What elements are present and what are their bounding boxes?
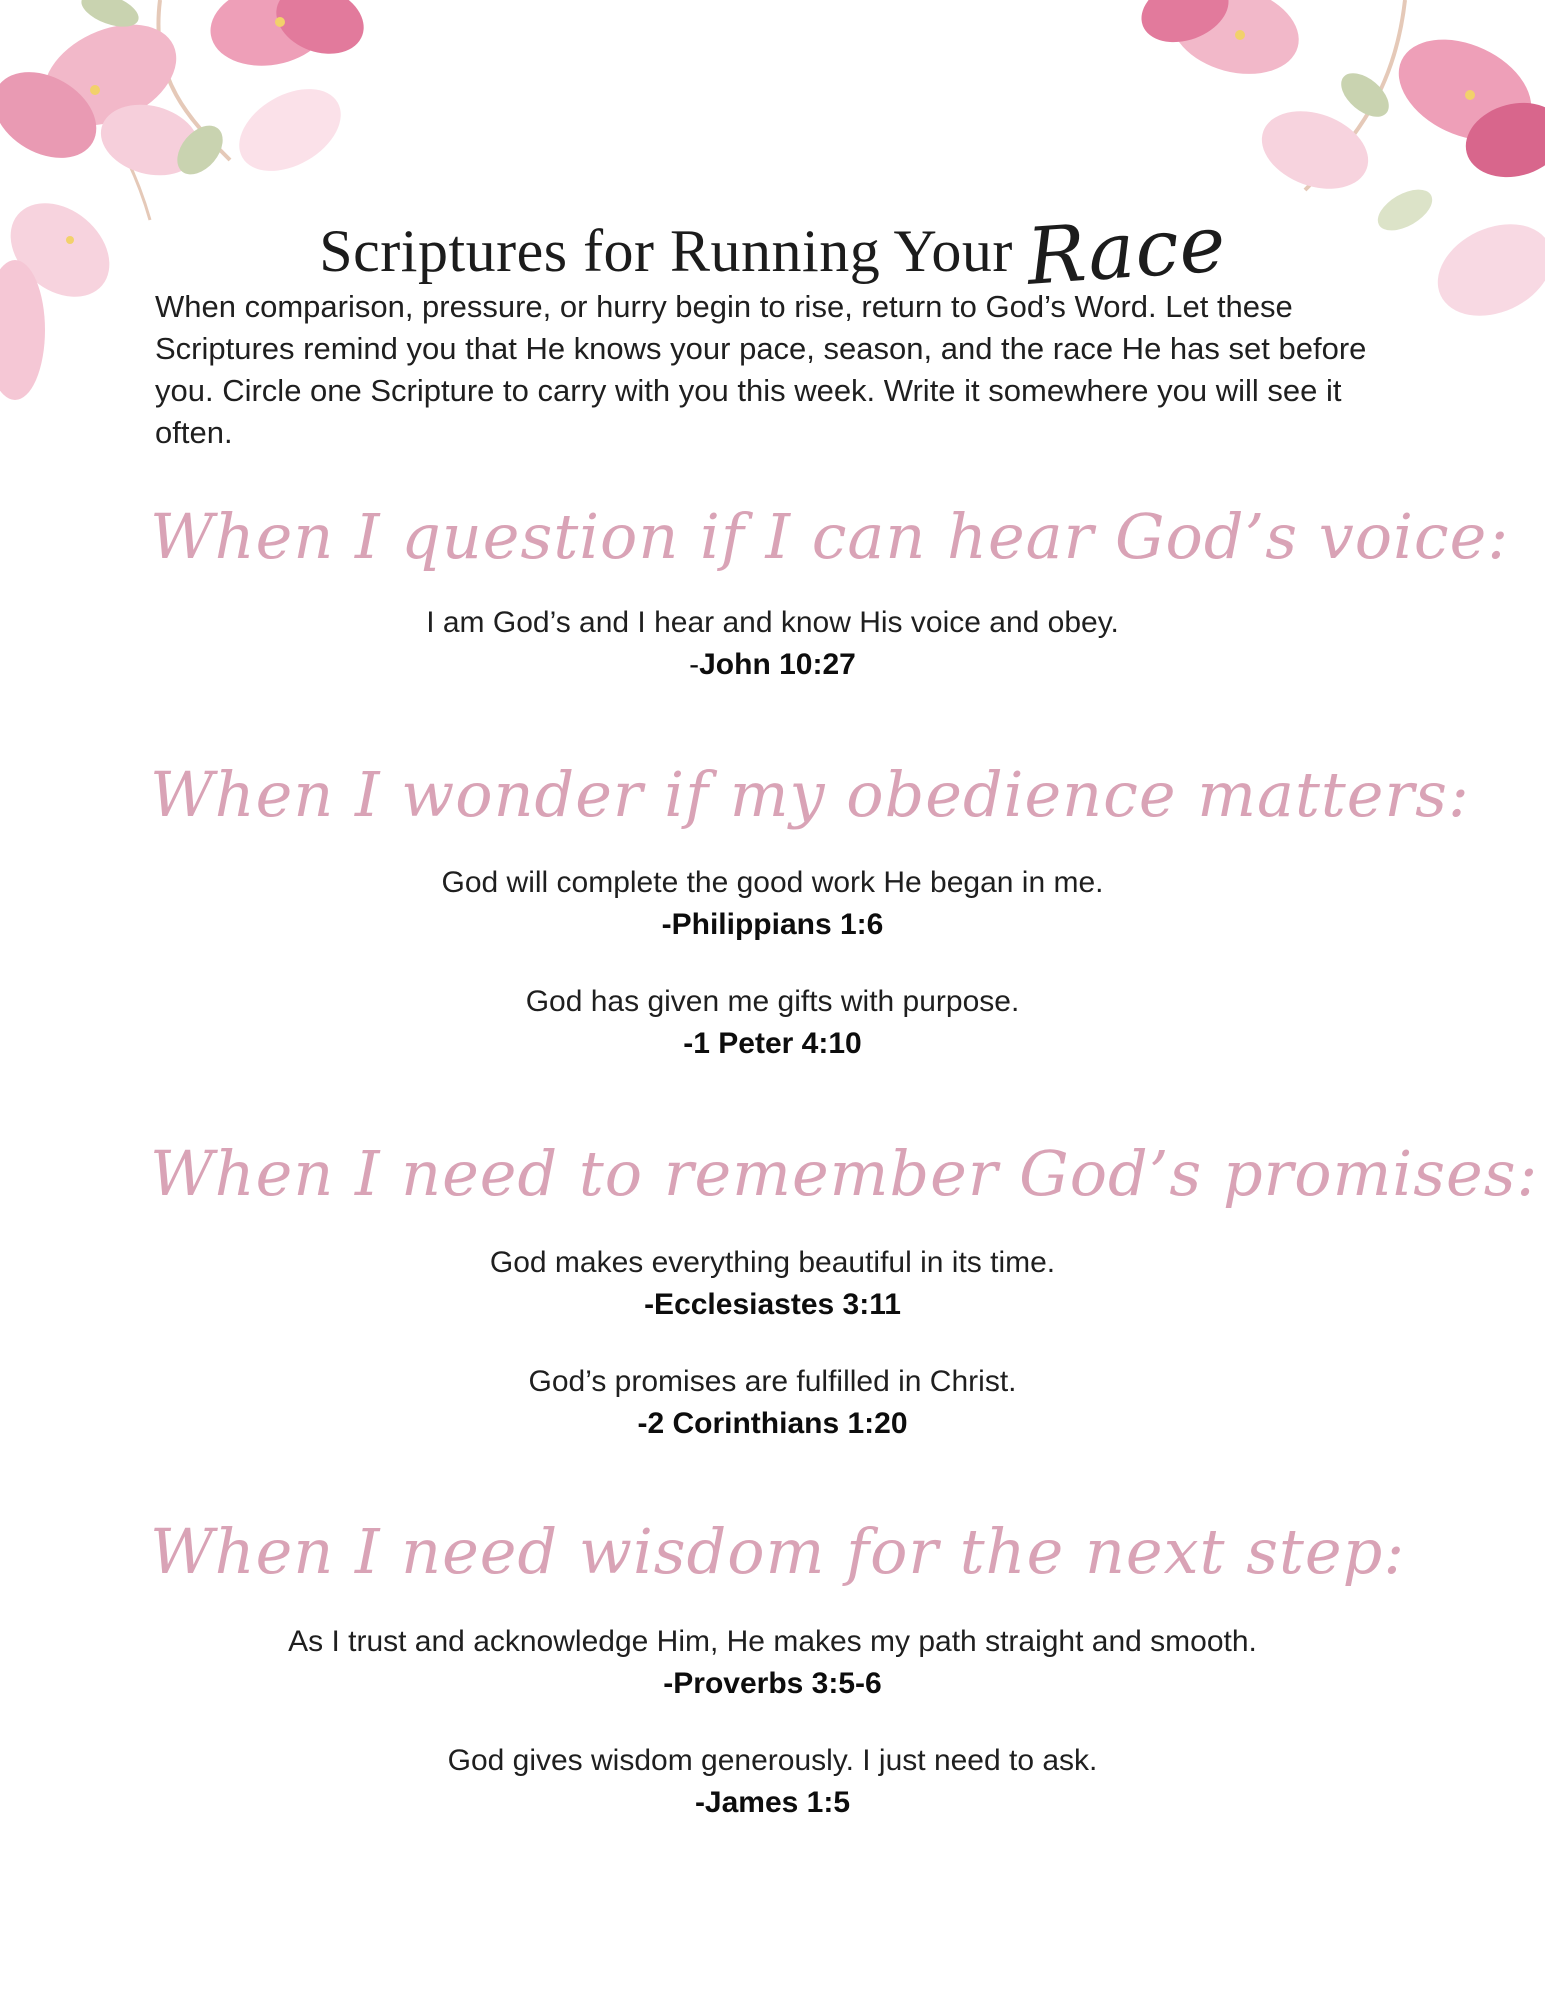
reference-name: John 10:27 [699, 648, 856, 681]
verse-text: God will complete the good work He began in me. [441, 866, 1104, 899]
verse-reference: -Ecclesiastes 3:11 [644, 1288, 901, 1321]
verse-text: I am God’s and I hear and know His voice and obey. [426, 606, 1119, 639]
verse-reference: -2 Corinthians 1:20 [637, 1407, 908, 1440]
verse-reference: -Philippians 1:6 [661, 908, 884, 941]
title-main: Scriptures for Running Your [319, 218, 1013, 284]
verse-reference [0, 648, 1545, 682]
verse-text: God gives wisdom generously. I just need to ask. [447, 1744, 1098, 1777]
reference-prefix: - [689, 648, 700, 681]
section-heading-hear-voice: When I question if I can hear God’s voice: [150, 500, 1510, 573]
title-script-word: Race [1023, 199, 1229, 303]
verse-text: God’s promises are fulfilled in Christ. [528, 1365, 1017, 1398]
verse-text: God has given me gifts with purpose. [525, 985, 1020, 1018]
verse-reference: -James 1:5 [694, 1786, 851, 1819]
verse-text: As I trust and acknowledge Him, He makes my path straight and smooth. [288, 1625, 1257, 1658]
section-heading-obedience: When I wonder if my obedience matters: [150, 758, 1470, 831]
page-title [0, 199, 1545, 303]
intro-paragraph: When comparison, pressure, or hurry begin to rise, return to God’s Word. Let these Scriptures remind you that He knows your pace, season, and the race He has set before you. Circle one Scripture to carry with you this week. Write it somewhere you will see it often. [155, 289, 1367, 450]
verse-reference: -1 Peter 4:10 [683, 1027, 862, 1060]
section-heading-promises: When I need to remember God’s promises: [150, 1137, 1539, 1210]
section-heading-wisdom: When I need wisdom for the next step: [150, 1515, 1406, 1588]
verse-reference: -Proverbs 3:5-6 [663, 1667, 882, 1700]
verse-text: God makes everything beautiful in its time. [489, 1246, 1056, 1279]
